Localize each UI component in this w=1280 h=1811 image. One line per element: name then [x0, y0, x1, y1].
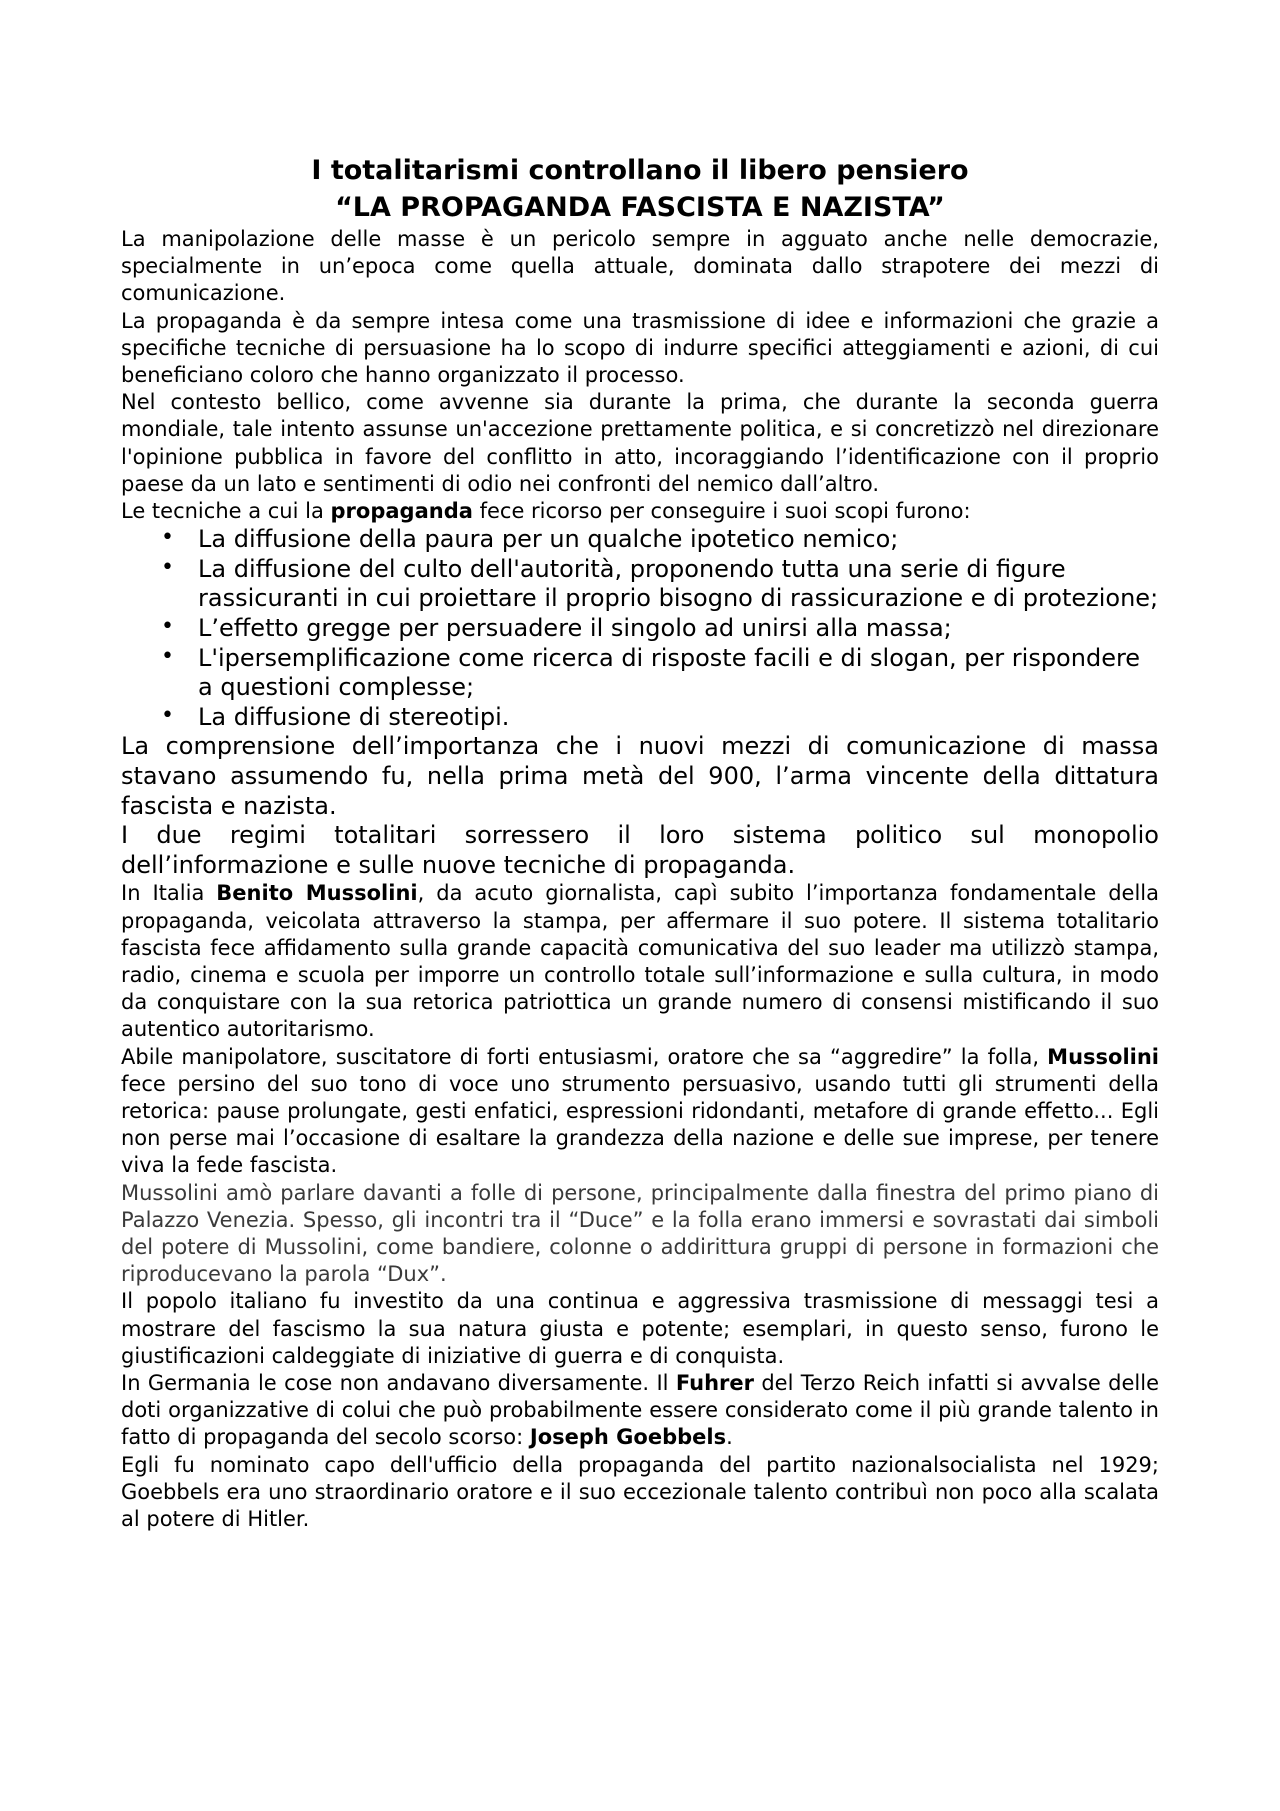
list-item-text: La diffusione della paura per un qualche ipotetico nemico; [198, 525, 899, 554]
paragraph-7-text-end: , da acuto giornalista, capì subito l’importanza fondamentale della propaganda, veicolata attraverso la stampa, per affermare il suo potere. Il sistema totalitario fascista fece affidamento sulla grande capacità comunicativa del suo leader ma utilizzò stampa, radio, cinema e scuola per imporre un controllo totale sull’informazione e sulla cultura, in modo da conquistare con la sua retorica patriottica un grande numero di consensi mistificando il suo autentico autoritarismo. [121, 881, 1160, 1042]
paragraph-11-bold-fuhrer: Fuhrer [675, 1371, 754, 1396]
document-page [121, 152, 1159, 1533]
bullet-icon: • [161, 525, 174, 551]
paragraph-11-text-end: . [726, 1425, 733, 1450]
paragraph-7-text: In Italia [121, 881, 217, 906]
paragraph-1: La manipolazione delle masse è un pericolo sempre in agguato anche nelle democrazie, specialmente in un’epoca come quella attuale, dominata dallo strapotere dei mezzi di comunicazione. [121, 227, 1159, 306]
bullet-icon: • [161, 643, 174, 669]
paragraph-11-bold-goebbels: Joseph Goebbels [529, 1425, 727, 1450]
paragraph-4-text-end: fece ricorso per conseguire i suoi scopi furono: [472, 499, 971, 524]
list-item [161, 614, 1159, 644]
title-line-1: I totalitarismi controllano il libero pensiero [311, 155, 969, 186]
paragraph-2: La propaganda è da sempre intesa come una trasmissione di idee e informazioni che grazie a specifiche tecniche di persuasione ha lo scopo di indurre specifici atteggiamenti e azioni, di cui beneficiano coloro che hanno organizzato il processo. [121, 308, 1159, 388]
paragraph-3: Nel contesto bellico, come avvenne sia durante la prima, che durante la seconda guerra mondiale, tale intento assunse un'accezione prettamente politica, e si concretizzò nel direzionare l'opinione pubblica in favore del conflitto in atto, incoraggiando l’identificazione con il proprio paese da un lato e sentimenti di odio nei confronti del nemico dall’altro. [121, 390, 1159, 496]
bullet-icon: • [161, 702, 174, 728]
paragraph-8-text-end: fece persino del suo tono di voce uno strumento persuasivo, usando tutti gli strumenti della retorica: pause prolungate, gesti enfatici, espressioni ridondanti, metafore di grande effetto... Egli non perse mai l’occasione di esaltare la grandezza della nazione e delle sue imprese, per tenere viva la fede fascista. [121, 1071, 1159, 1178]
paragraph-5: La comprensione dell’importanza che i nuovi mezzi di comunicazione di massa stavano assumendo fu, nella prima metà del 900, l’arma vincente della dittatura fascista e nazista. [121, 732, 1159, 820]
title-line-2: “LA PROPAGANDA FASCISTA E NAZISTA” [335, 192, 945, 223]
paragraph-11-text: In Germania le cose non andavano diversamente. Il [121, 1371, 676, 1396]
list-item [161, 525, 1159, 555]
list-item-text: L'ipersemplificazione come ricerca di risposte facili e di slogan, per rispondere a questioni complesse; [198, 643, 1141, 702]
bullet-icon: • [161, 554, 174, 580]
paragraph-8-text: Abile manipolatore, suscitatore di forti entusiasmi, oratore che sa “aggredire” la folla, [121, 1044, 1048, 1069]
paragraph-4-bold: propaganda [330, 499, 473, 524]
paragraph-7 [121, 880, 1159, 1043]
techniques-list [121, 525, 1159, 732]
paragraph-4 [121, 498, 1159, 525]
paragraph-9: Mussolini amò parlare davanti a folle di persone, principalmente dalla finestra del primo piano di Palazzo Venezia. Spesso, gli incontri tra il “Duce” e la folla erano immersi e sovrastati dai simboli del potere di Mussolini, come bandiere, colonne o addirittura gruppi di persone in formazioni che riproducevano la parola “Dux”. [121, 1180, 1159, 1287]
paragraph-8 [121, 1044, 1159, 1180]
bullet-icon: • [161, 614, 174, 640]
list-item-text: La diffusione di stereotipi. [198, 702, 510, 731]
list-item [161, 702, 1159, 733]
paragraph-6: I due regimi totalitari sorressero il loro sistema politico sul monopolio dell’informazione e sulle nuove tecniche di propaganda. [121, 821, 1159, 879]
list-item [161, 643, 1159, 703]
paragraph-7-bold: Benito Mussolini [216, 881, 418, 906]
paragraph-12: Egli fu nominato capo dell'ufficio della propaganda del partito nazionalsocialista nel 1929; Goebbels era uno straordinario oratore e il suo eccezionale talento contribuì non poco alla scalata al potere di Hitler. [121, 1452, 1159, 1532]
list-item [161, 554, 1159, 614]
paragraph-10: Il popolo italiano fu investito da una continua e aggressiva trasmissione di messaggi tesi a mostrare del fascismo la sua natura giusta e potente; esemplari, in questo senso, furono le giustificazioni caldeggiate di iniziative di guerra e di conquista. [121, 1289, 1159, 1368]
paragraph-8-bold: Mussolini [1047, 1044, 1159, 1069]
paragraph-11 [121, 1370, 1159, 1452]
list-item-text: La diffusione del culto dell'autorità, proponendo tutta una serie di figure rassicuranti in cui proiettare il proprio bisogno di rassicurazione e di protezione; [198, 554, 1159, 613]
paragraph-11-text-mid: del Terzo Reich infatti si avvalse delle doti organizzative di colui che può probabilmente essere considerato come il più grande talento in fatto di propaganda del secolo scorso: [121, 1371, 1159, 1450]
list-item-text: L’effetto gregge per persuadere il singolo ad unirsi alla massa; [198, 614, 952, 643]
paragraph-4-text: Le tecniche a cui la [121, 499, 331, 524]
